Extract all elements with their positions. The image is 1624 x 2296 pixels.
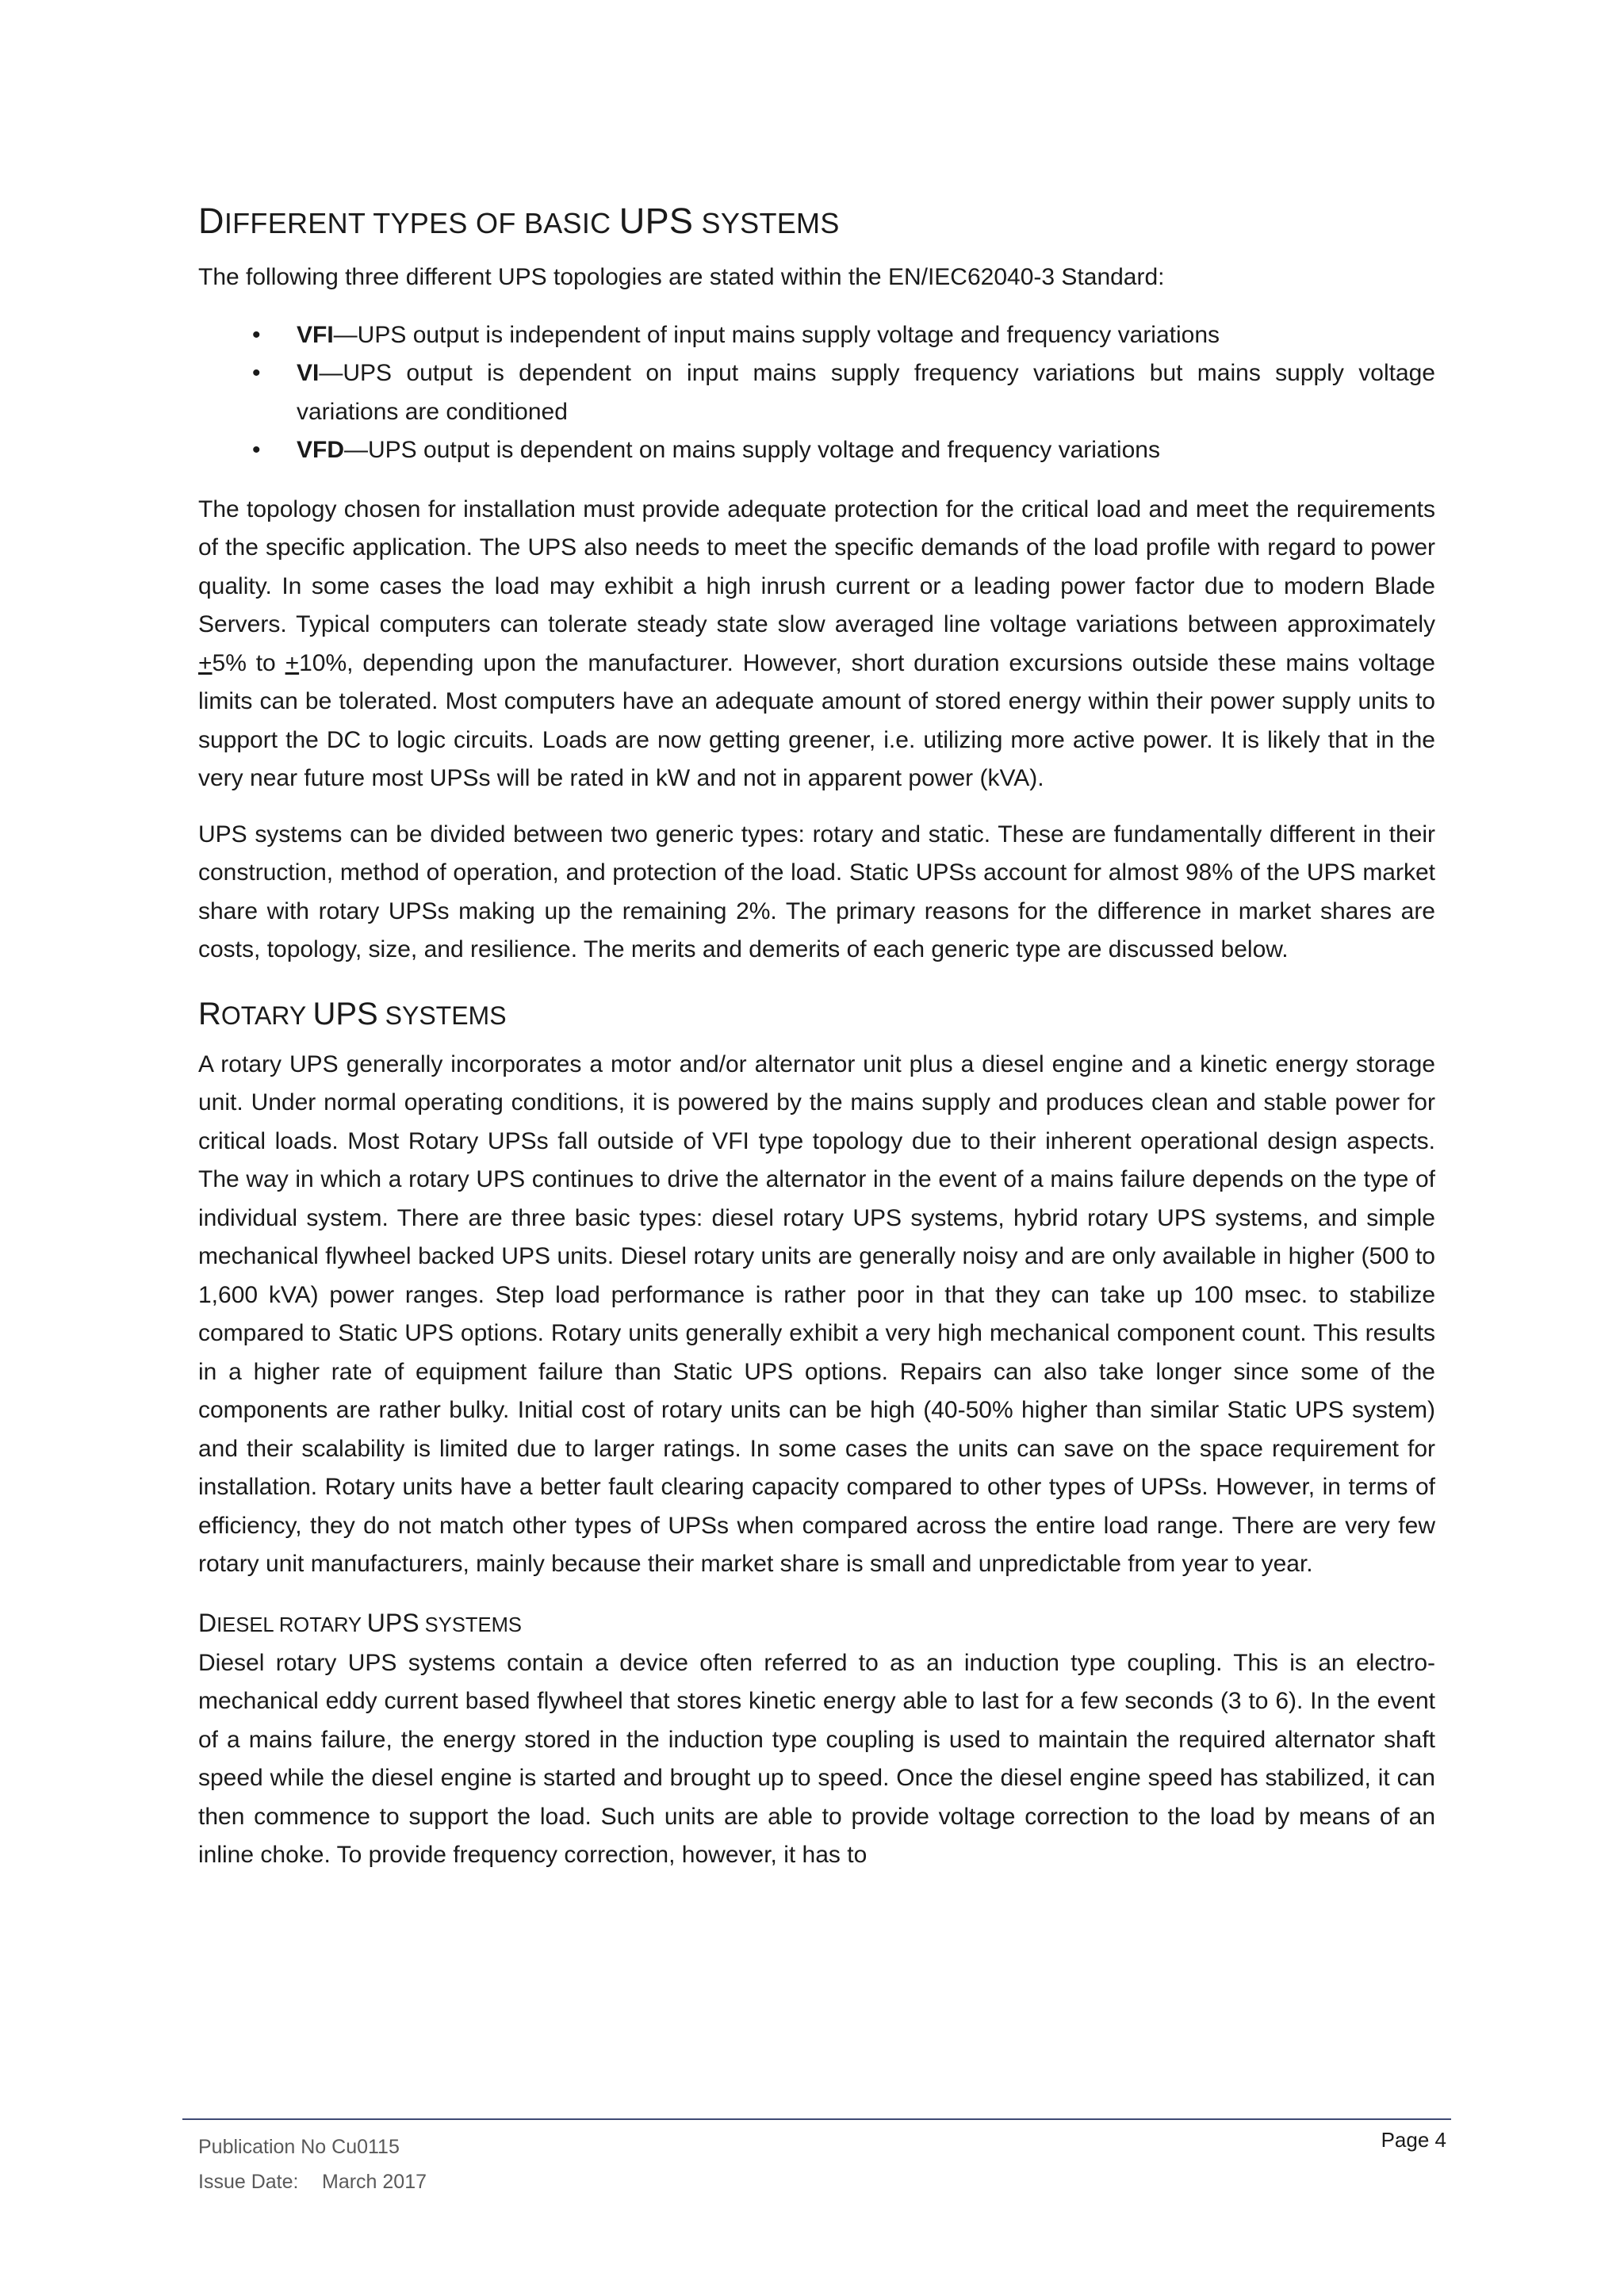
intro-paragraph: The following three different UPS topologies are stated within the EN/IEC62040-3 Standard: (198, 264, 1165, 290)
footer-divider (182, 2118, 1451, 2120)
bullet-icon: • (252, 437, 261, 463)
topology-list (198, 316, 1435, 470)
footer-info (198, 2130, 427, 2199)
list-item: • VFI—UPS output is independent of input mains supply voltage and frequency variations (297, 316, 1435, 355)
rotary-paragraph: A rotary UPS generally incorporates a motor and/or alternator unit plus a diesel engine and a kinetic energy storage unit. Under normal operating conditions, it is powered by the mains supply and produces clean and stable power for critical loads. Most Rotary UPSs fall outside of VFI type topology due to their inherent operational design aspects. The way in which a rotary UPS continues to drive the alternator in the event of a mains failure depends on the type of individual system. There are three basic types: diesel rotary UPS systems, hybrid rotary UPS systems, and simple mechanical flywheel backed UPS units. Diesel rotary units are generally noisy and are only available in higher (500 to 1,600 kVA) power ranges. Step load performance is rather poor in that they can take up 100 msec. to stabilize compared to Static UPS options. Rotary units generally exhibit a very high mechanical component count. This results in a higher rate of equipment failure than Static UPS options. Repairs can also take longer since some of the components are rather bulky. Initial cost of rotary units can be high (40-50% higher than similar Static UPS system) and their scalability is limited due to larger ratings. In some cases the units can save on the space requirement for installation. Rotary units have a better fault clearing capacity compared to other types of UPSs. However, in terms of efficiency, they do not match other types of UPSs when compared across the entire load range. There are very few rotary unit manufacturers, mainly because their market share is small and unpredictable from year to year. (198, 1050, 1435, 1577)
list-item: • VFD—UPS output is dependent on mains supply voltage and frequency variations (297, 431, 1435, 470)
page-content (198, 200, 1435, 1892)
diesel-rotary-paragraph: Diesel rotary UPS systems contain a device often referred to as an induction type coupling. This is an electro-mechanical eddy current based flywheel that stores kinetic energy able to last for a few seconds (3 to 6). In the event of a mains failure, the energy stored in the induction type coupling is used to maintain the required alternator shaft speed while the diesel engine is started and brought up to speed. Once the diesel engine speed has stabilized, it can then commence to support the load. Such units are able to provide voltage correction to the load by means of an inline choke. To provide frequency correction, however, it has to (198, 1649, 1435, 1869)
heading-rotary-ups: ROTARY UPS SYSTEMS (198, 996, 507, 1031)
heading-diesel-rotary: DIESEL ROTARY UPS SYSTEMS (198, 1608, 522, 1637)
bullet-icon: • (252, 360, 261, 386)
page-number: Page 4 (1381, 2128, 1446, 2152)
bullet-icon: • (252, 321, 261, 348)
topology-paragraph: The topology chosen for installation must provide adequate protection for the critical load and meet the requirements of the specific application. The UPS also needs to meet the specific demands of the load profile with regard to power quality. In some cases the load may exhibit a high inrush current or a leading power factor due to modern Blade Servers. Typical computers can tolerate steady state slow averaged line voltage variations between approximately +5% to +10%, depending upon the manufacturer. However, short duration excursions outside these mains voltage limits can be tolerated. Most computers have an adequate amount of stored energy within their power supply units to support the DC to logic circuits. Loads are now getting greener, i.e. utilizing more active power. It is likely that in the very near future most UPSs will be rated in kW and not in apparent power (kVA). (198, 496, 1435, 791)
publication-number: Publication No Cu0115 (198, 2136, 400, 2158)
list-item: • VI—UPS output is dependent on input mains supply frequency variations but mains supply voltage variations are conditioned (297, 354, 1435, 431)
heading-different-types: DIFFERENT TYPES OF BASIC UPS SYSTEMS (198, 201, 840, 241)
issue-date: Issue Date: March 2017 (198, 2171, 427, 2193)
generic-types-paragraph: UPS systems can be divided between two generic types: rotary and static. These are fundamentally different in their construction, method of operation, and protection of the load. Static UPSs account for almost 98% of the UPS market share with rotary UPSs making up the remaining 2%. The primary reasons for the difference in market shares are costs, topology, size, and resilience. The merits and demerits of each generic type are discussed below. (198, 821, 1435, 962)
